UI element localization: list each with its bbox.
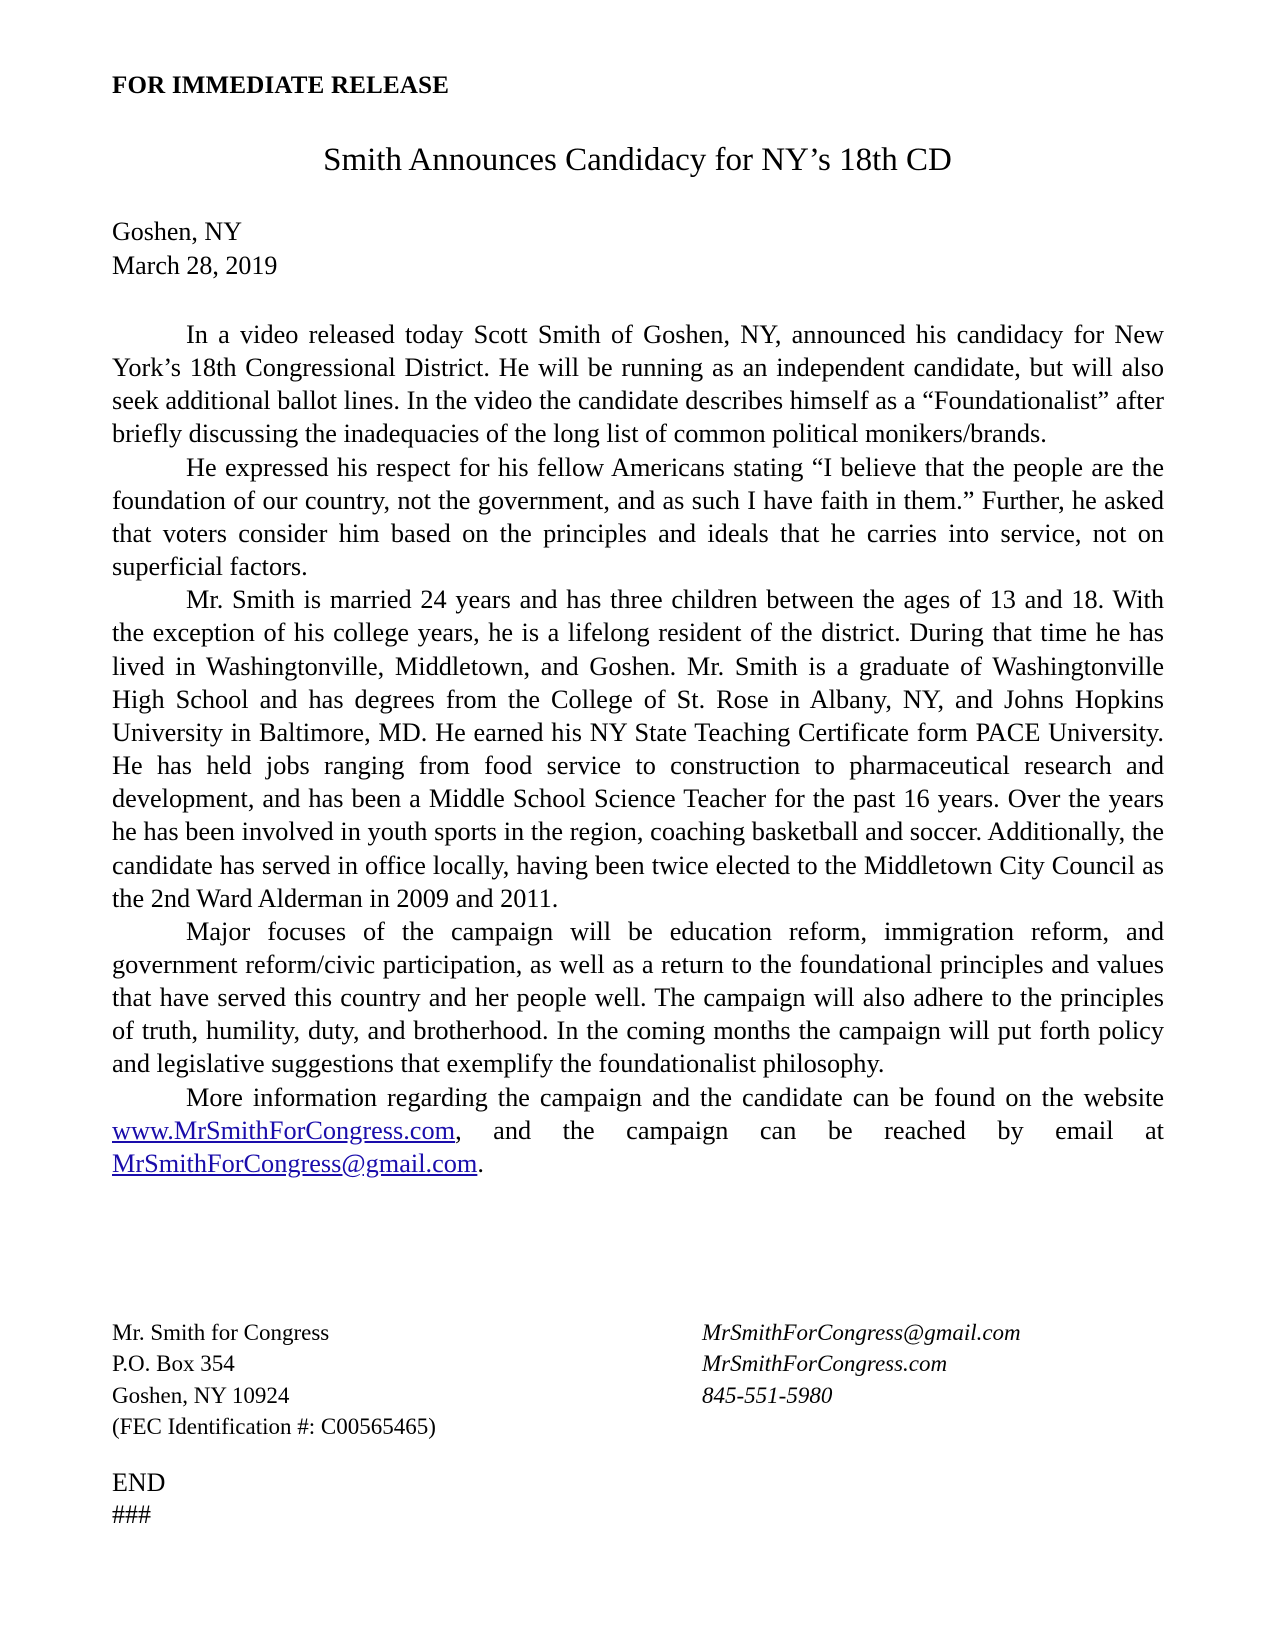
- end-block: [112, 1467, 165, 1531]
- email-link[interactable]: MrSmithForCongress@gmail.com: [112, 1148, 478, 1178]
- paragraph-respect: He expressed his respect for his fellow Americans stating “I believe that the people are the foundation of our country, not the government, and as such I have faith in them.” Further, he asked that voters consider him based on the principles and ideals that he carries into service, not on superficial factors.: [112, 452, 1164, 582]
- dateline-location: Goshen, NY: [112, 217, 242, 246]
- more-info-middle: , and the campaign can be reached by email at: [455, 1115, 1164, 1145]
- contact-website: MrSmithForCongress.com: [702, 1351, 948, 1377]
- contact-online-block: [702, 1317, 1021, 1411]
- paragraph-more-info: [112, 1081, 1164, 1180]
- more-info-text: More information regarding the campaign and the candidate can be found on the website: [186, 1082, 1164, 1112]
- paragraph-biography: Mr. Smith is married 24 years and has three children between the ages of 13 and 18. With the exception of his college years, he is a lifelong resident of the district. During that time he has lived in Washingtonville, Middletown, and Goshen. Mr. Smith is a graduate of Washingtonville High School and has degrees from the College of St. Rose in Albany, NY, and Johns Hopkins University in Baltimore, MD. He earned his NY State Teaching Certificate form PACE University. He has held jobs ranging from food service to construction to pharmaceutical research and development, and has been a Middle School Science Teacher for the past 16 years. Over the years he has been involved in youth sports in the region, coaching basketball and soccer. Additionally, the candidate has served in office locally, having been twice elected to the Middletown City Council as the 2nd Ward Alderman in 2009 and 2011.: [112, 585, 1164, 913]
- paragraph-focuses: Major focuses of the campaign will be education reform, immigration reform, and government reform/civic participation, as well as a return to the foundational principles and values that have served this country and her people well. The campaign will also adhere to the principles of truth, humility, duty, and brotherhood. In the coming months the campaign will put forth policy and legislative suggestions that exemplify the foundationalist philosophy.: [112, 916, 1164, 1079]
- contact-city-zip: Goshen, NY 10924: [112, 1382, 290, 1408]
- more-info-end: .: [477, 1148, 484, 1178]
- body-text: [112, 318, 1164, 1180]
- dateline-date: March 28, 2019: [112, 251, 278, 280]
- contact-phone: 845-551-5980: [702, 1382, 833, 1408]
- headline: Smith Announces Candidacy for NY’s 18th CD: [323, 142, 952, 178]
- contact-email: MrSmithForCongress@gmail.com: [702, 1320, 1021, 1345]
- contact-org: Mr. Smith for Congress: [112, 1320, 330, 1345]
- end-marks: ###: [112, 1500, 151, 1529]
- contact-po-box: P.O. Box 354: [112, 1351, 235, 1377]
- dateline: [112, 215, 277, 283]
- paragraph-announcement: In a video released today Scott Smith of Goshen, NY, announced his candidacy for New York’s 18th Congressional District. He will be running as an independent candidate, but will also seek additional ballot lines. In the video the candidate describes himself as a “Foundationalist” after briefly discussing the inadequacies of the long list of common political monikers/brands.: [112, 320, 1164, 449]
- release-label: FOR IMMEDIATE RELEASE: [112, 72, 450, 99]
- contact-address-block: [112, 1317, 436, 1442]
- contact-fec-id: (FEC Identification #: C00565465): [112, 1413, 436, 1439]
- website-link[interactable]: www.MrSmithForCongress.com: [112, 1115, 456, 1145]
- end-label: END: [112, 1468, 166, 1497]
